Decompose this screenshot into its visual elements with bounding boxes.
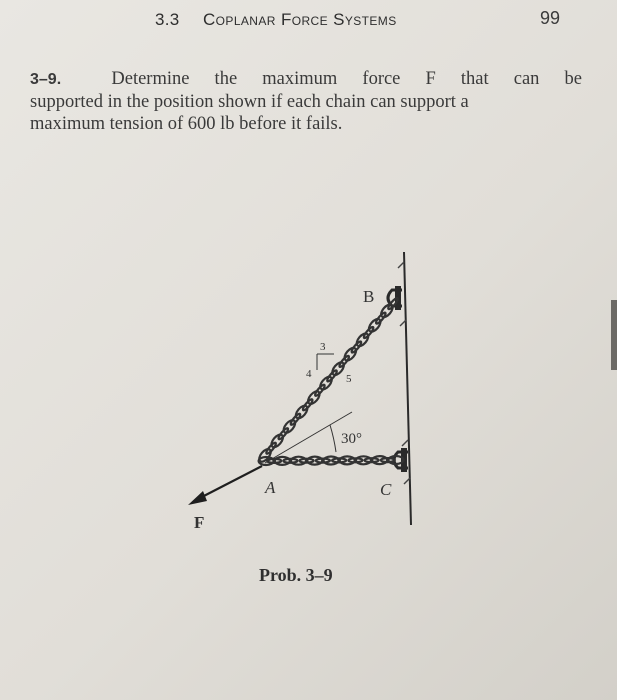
chain-AC xyxy=(259,456,404,465)
slope-rise-label: 3 xyxy=(320,341,326,353)
chain-link xyxy=(318,375,334,392)
bracket-C xyxy=(394,448,408,472)
problem-line-1-text: Determine the maximum force F that can be xyxy=(111,69,583,89)
chain-link xyxy=(342,346,358,363)
section-title: Coplanar Force Systems xyxy=(203,10,397,29)
chain-link xyxy=(379,302,395,319)
label-F: F xyxy=(194,513,205,532)
label-B: B xyxy=(363,287,375,306)
wall-line xyxy=(404,252,411,525)
slope-triangle xyxy=(317,354,334,370)
chain-link xyxy=(269,433,285,450)
section-number: 3.3 xyxy=(155,10,180,29)
chain-AB xyxy=(257,297,399,464)
problem-line-3: maximum tension of 600 lb before it fails. xyxy=(30,114,343,134)
label-A: A xyxy=(265,478,276,497)
figure-caption: Prob. 3–9 xyxy=(259,565,333,585)
force-arrowhead xyxy=(188,491,207,505)
problem-line-2: supported in the position shown if each chain can support a xyxy=(30,92,469,112)
chain-link xyxy=(294,404,310,421)
force-line xyxy=(198,466,262,499)
chain-link xyxy=(306,389,322,406)
chain-link xyxy=(282,418,298,435)
chain-link xyxy=(367,317,383,334)
angle-arc xyxy=(330,425,336,452)
chain-link xyxy=(330,360,346,377)
page-number: 99 xyxy=(540,8,561,28)
label-C: C xyxy=(380,480,392,499)
angle-label: 30° xyxy=(341,431,362,447)
slope-run-label: 4 xyxy=(306,368,312,380)
chain-link xyxy=(355,331,371,348)
slope-hyp-label: 5 xyxy=(346,373,352,385)
problem-number: 3–9. xyxy=(30,71,62,88)
